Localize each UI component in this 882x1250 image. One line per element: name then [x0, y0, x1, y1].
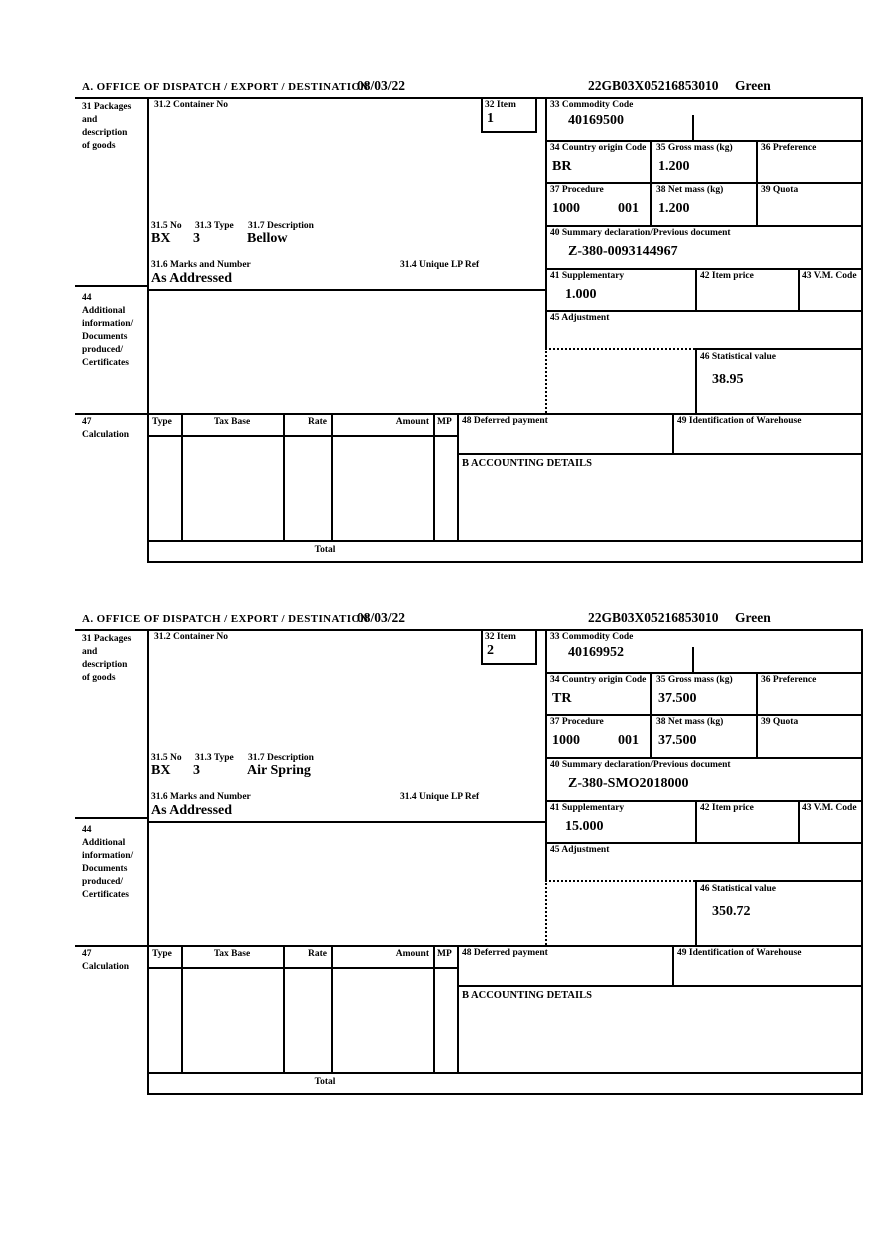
- table-divider-amount: [433, 413, 435, 540]
- divider-41-42: [695, 268, 697, 310]
- divider-row34-row37: [545, 714, 863, 716]
- item-number-value: 2: [487, 643, 494, 658]
- commodity-code-label: 33 Commodity Code: [550, 632, 634, 642]
- divider-48-49: [672, 945, 674, 985]
- divider-row37-box40: [545, 757, 863, 759]
- item-price-label: 42 Item price: [700, 803, 754, 813]
- divider-4849-accounting: [457, 453, 863, 455]
- unique-lp-ref-label: 31.4 Unique LP Ref: [400, 260, 480, 270]
- divider-box33-bottom: [545, 140, 863, 142]
- item-price-label: 42 Item price: [700, 271, 754, 281]
- box46-left: [695, 348, 697, 413]
- dotted-divider-box45-bottom: [545, 348, 695, 350]
- box31-label: 31 Packages and description of goods: [82, 102, 132, 151]
- summary-declaration-label: 40 Summary declaration/Previous document: [550, 760, 731, 770]
- divider-goods-box44: [147, 289, 547, 291]
- quota-label: 39 Quota: [761, 717, 799, 727]
- item-box-right: [535, 629, 537, 663]
- table-divider-mp: [457, 413, 459, 541]
- description-value: Bellow: [247, 231, 288, 246]
- col-type-header: Type: [152, 417, 172, 427]
- col-taxbase-header: Tax Base: [213, 417, 251, 427]
- total-label: Total: [314, 545, 336, 555]
- package-no-value: BX: [151, 763, 171, 778]
- box46-top: [695, 348, 863, 350]
- country-origin-value: BR: [552, 159, 572, 174]
- gross-mass-value: 1.200: [658, 159, 690, 174]
- dotted-divider-box44-right: [545, 880, 547, 945]
- package-type-value: 3: [193, 231, 200, 246]
- adjustment-label: 45 Adjustment: [550, 845, 610, 855]
- table-divider-mp: [457, 945, 459, 1073]
- divider-bottom-section: [75, 945, 863, 947]
- divider-row34-row37: [545, 182, 863, 184]
- summary-declaration-value: Z-380-SMO2018000: [568, 776, 689, 791]
- office-of-dispatch-label: A. OFFICE OF DISPATCH / EXPORT / DESTINATION: [82, 613, 369, 625]
- warehouse-id-label: 49 Identification of Warehouse: [677, 416, 802, 426]
- total-row-top: [147, 540, 863, 542]
- box46-top: [695, 880, 863, 882]
- quota-label: 39 Quota: [761, 185, 799, 195]
- divider-top: [75, 629, 863, 631]
- marks-number-label: 31.6 Marks and Number: [151, 792, 251, 802]
- table-divider-taxbase: [283, 945, 285, 1072]
- supplementary-label: 41 Supplementary: [550, 803, 625, 813]
- routing-status: Green: [735, 610, 771, 625]
- declaration-date: 08/03/22: [357, 78, 406, 93]
- declaration-reference: 22GB03X05216853010: [588, 610, 719, 625]
- commodity-code-field-divider: [692, 115, 694, 140]
- divider-left-column: [147, 629, 149, 1093]
- commodity-code-field-divider: [692, 647, 694, 672]
- divider-row41-box45: [545, 310, 863, 312]
- accounting-details-label: B ACCOUNTING DETAILS: [462, 458, 592, 469]
- divider-bottom-section: [75, 413, 863, 415]
- item-box-bottom: [481, 131, 537, 133]
- declaration-item-section-1: [75, 75, 863, 567]
- declaration-reference: 22GB03X05216853010: [588, 78, 719, 93]
- net-mass-label: 38 Net mass (kg): [656, 185, 724, 195]
- net-mass-value: 37.500: [658, 733, 697, 748]
- box44-label: 44 Additional information/ Documents produced/ Certificates: [82, 825, 134, 900]
- divider-4849-accounting: [457, 985, 863, 987]
- divider-42-43: [798, 268, 800, 310]
- marks-number-label: 31.6 Marks and Number: [151, 260, 251, 270]
- col-amount-header: Amount: [395, 417, 429, 427]
- divider-box33-bottom: [545, 672, 863, 674]
- procedure-label: 37 Procedure: [550, 185, 604, 195]
- divider-top: [75, 97, 863, 99]
- procedure-value: 1000: [552, 201, 580, 216]
- divider-right-edge: [861, 629, 863, 1093]
- description-label: 31.7 Description: [248, 753, 314, 763]
- box46-left: [695, 880, 697, 945]
- box44-label: 44 Additional information/ Documents produced/ Certificates: [82, 293, 134, 368]
- divider-goods-box44: [147, 821, 547, 823]
- preference-label: 36 Preference: [761, 675, 817, 685]
- package-no-label: 31.5 No: [151, 221, 182, 231]
- box47-label: 47 Calculation: [82, 417, 129, 440]
- procedure-label: 37 Procedure: [550, 717, 604, 727]
- accounting-details-label: B ACCOUNTING DETAILS: [462, 990, 592, 1001]
- package-no-value: BX: [151, 231, 171, 246]
- table-header-bottom: [147, 967, 459, 969]
- preference-label: 36 Preference: [761, 143, 817, 153]
- vm-code-label: 43 V.M. Code: [802, 271, 857, 281]
- gross-mass-value: 37.500: [658, 691, 697, 706]
- routing-status: Green: [735, 78, 771, 93]
- total-row-top: [147, 1072, 863, 1074]
- box47-label: 47 Calculation: [82, 949, 129, 972]
- col-amount-header: Amount: [395, 949, 429, 959]
- unique-lp-ref-label: 31.4 Unique LP Ref: [400, 792, 480, 802]
- statistical-value: 350.72: [712, 904, 751, 919]
- col-mp-header: MP: [437, 949, 452, 959]
- commodity-code-label: 33 Commodity Code: [550, 100, 634, 110]
- divider-48-49: [672, 413, 674, 453]
- table-divider-taxbase: [283, 413, 285, 540]
- marks-number-value: As Addressed: [151, 271, 233, 286]
- statistical-value-label: 46 Statistical value: [700, 884, 776, 894]
- table-divider-amount: [433, 945, 435, 1072]
- procedure-value-2: 001: [618, 733, 639, 748]
- col-mp-header: MP: [437, 417, 452, 427]
- item-box-left: [481, 629, 483, 663]
- country-origin-value: TR: [552, 691, 572, 706]
- supplementary-value: 1.000: [565, 287, 597, 302]
- summary-declaration-value: Z-380-0093144967: [568, 244, 678, 259]
- table-divider-rate: [331, 945, 333, 1072]
- item-box-bottom: [481, 663, 537, 665]
- declaration-item-section-2: [75, 607, 863, 1099]
- gross-mass-label: 35 Gross mass (kg): [656, 143, 733, 153]
- table-divider-rate: [331, 413, 333, 540]
- item-label: 32 Item: [485, 632, 516, 642]
- container-no-label: 31.2 Container No: [154, 100, 228, 110]
- country-origin-label: 34 Country origin Code: [550, 143, 647, 153]
- divider-left-column: [147, 97, 149, 561]
- statistical-value: 38.95: [712, 372, 744, 387]
- summary-declaration-label: 40 Summary declaration/Previous document: [550, 228, 731, 238]
- commodity-code-value: 40169952: [568, 645, 624, 660]
- table-divider-type: [181, 945, 183, 1072]
- gross-mass-label: 35 Gross mass (kg): [656, 675, 733, 685]
- commodity-code-value: 40169500: [568, 113, 624, 128]
- procedure-value: 1000: [552, 733, 580, 748]
- procedure-value-2: 001: [618, 201, 639, 216]
- item-number-value: 1: [487, 111, 494, 126]
- box31-label: 31 Packages and description of goods: [82, 634, 132, 683]
- vm-code-label: 43 V.M. Code: [802, 803, 857, 813]
- divider-box40-row41: [545, 268, 863, 270]
- divider-row41-box45: [545, 842, 863, 844]
- divider-row37-box40: [545, 225, 863, 227]
- supplementary-value: 15.000: [565, 819, 604, 834]
- package-type-label: 31.3 Type: [195, 221, 234, 231]
- item-box-left: [481, 97, 483, 131]
- divider-42-43: [798, 800, 800, 842]
- divider-box40-row41: [545, 800, 863, 802]
- table-divider-type: [181, 413, 183, 540]
- dotted-divider-box44-right: [545, 348, 547, 413]
- divider-box31-box44: [75, 817, 149, 819]
- deferred-payment-label: 48 Deferred payment: [462, 948, 548, 958]
- divider-41-42: [695, 800, 697, 842]
- package-no-label: 31.5 No: [151, 753, 182, 763]
- warehouse-id-label: 49 Identification of Warehouse: [677, 948, 802, 958]
- supplementary-label: 41 Supplementary: [550, 271, 625, 281]
- total-label: Total: [314, 1077, 336, 1087]
- marks-number-value: As Addressed: [151, 803, 233, 818]
- dotted-divider-box45-bottom: [545, 880, 695, 882]
- container-no-label: 31.2 Container No: [154, 632, 228, 642]
- adjustment-label: 45 Adjustment: [550, 313, 610, 323]
- deferred-payment-label: 48 Deferred payment: [462, 416, 548, 426]
- total-row-bottom: [147, 1093, 863, 1095]
- office-of-dispatch-label: A. OFFICE OF DISPATCH / EXPORT / DESTINATION: [82, 81, 369, 93]
- table-header-bottom: [147, 435, 459, 437]
- col-rate-header: Rate: [308, 949, 327, 959]
- item-label: 32 Item: [485, 100, 516, 110]
- divider-right-edge: [861, 97, 863, 561]
- col-type-header: Type: [152, 949, 172, 959]
- total-row-bottom: [147, 561, 863, 563]
- package-type-label: 31.3 Type: [195, 753, 234, 763]
- col-taxbase-header: Tax Base: [213, 949, 251, 959]
- net-mass-label: 38 Net mass (kg): [656, 717, 724, 727]
- declaration-date: 08/03/22: [357, 610, 406, 625]
- country-origin-label: 34 Country origin Code: [550, 675, 647, 685]
- divider-box31-box44: [75, 285, 149, 287]
- description-label: 31.7 Description: [248, 221, 314, 231]
- col-rate-header: Rate: [308, 417, 327, 427]
- package-type-value: 3: [193, 763, 200, 778]
- description-value: Air Spring: [247, 763, 311, 778]
- net-mass-value: 1.200: [658, 201, 690, 216]
- item-box-right: [535, 97, 537, 131]
- statistical-value-label: 46 Statistical value: [700, 352, 776, 362]
